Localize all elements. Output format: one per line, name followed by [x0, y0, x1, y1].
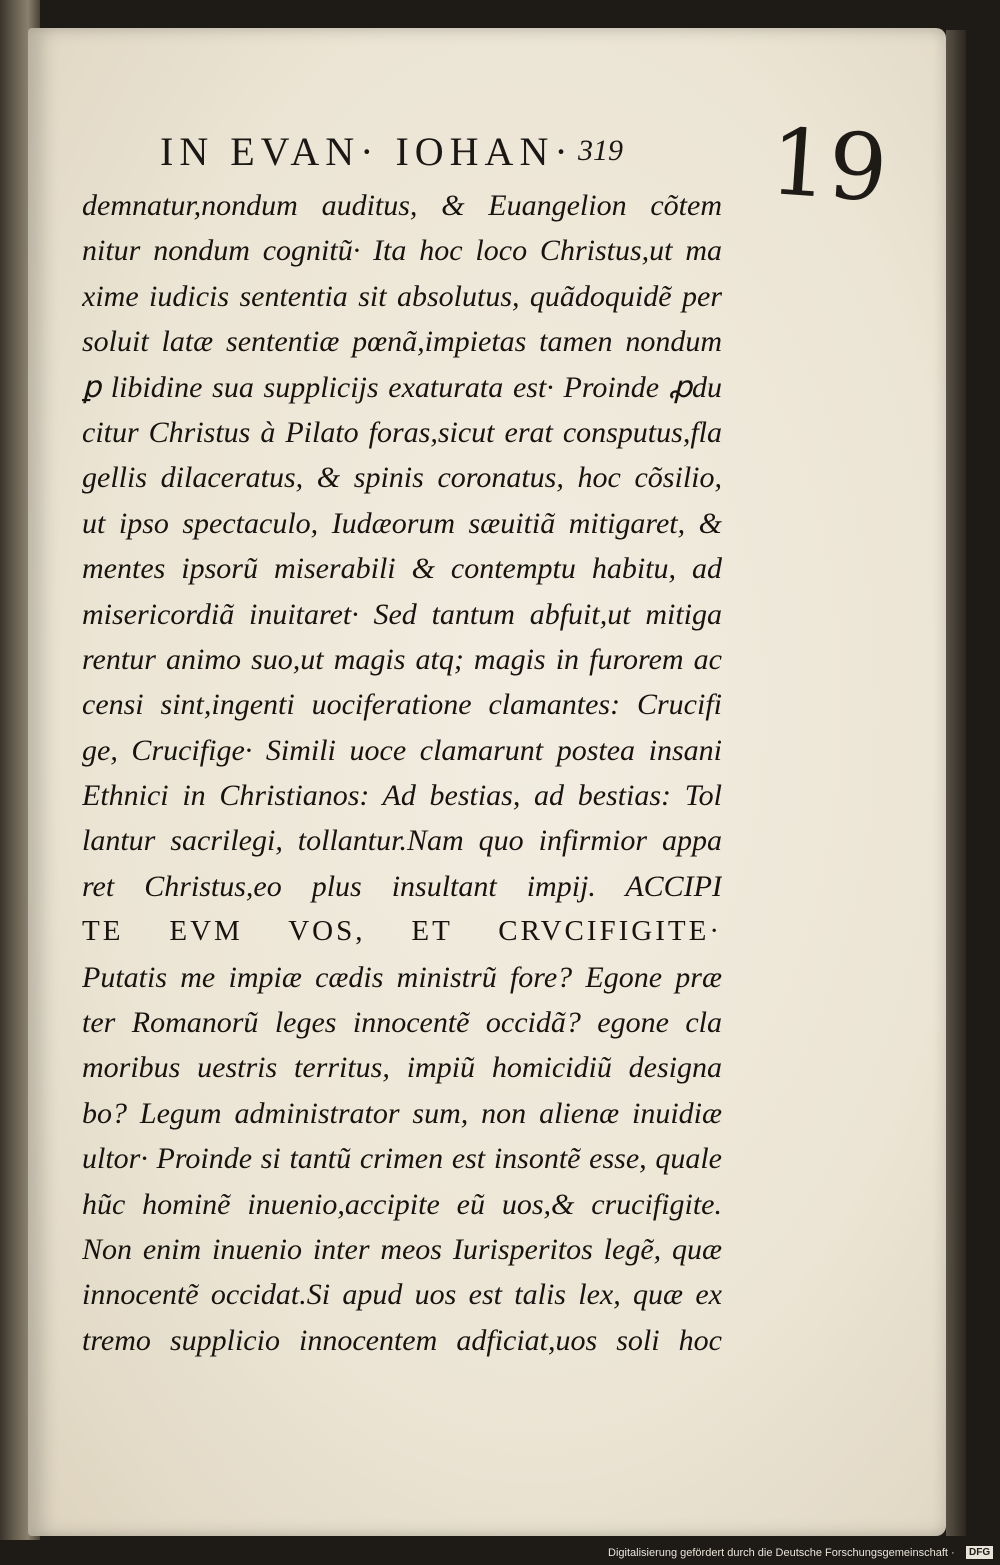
text-line: tremo supplicio innocentem adficiat,uos soli hoc: [82, 1323, 722, 1357]
text-line: ꝑ libidine sua supplicijs exaturata est· Proinde ꝓdu: [82, 370, 722, 404]
text-line: moribus uestris territus, impiũ homicidiũ designa: [82, 1051, 722, 1085]
text-line: misericordiã inuitaret· Sed tantum abfuit,ut mitiga: [82, 597, 722, 631]
running-head: IN EVAN· IOHAN·: [160, 129, 574, 174]
text-line: citur Christus à Pilato foras,sicut erat consputus,fla: [82, 415, 722, 449]
text-line: rentur animo suo,ut magis atq; magis in furorem ac: [82, 642, 722, 676]
text-line: ret Christus,eo plus insultant impij. ACCIPI: [82, 869, 722, 903]
text-line: soluit latæ sententiæ pœnã,impietas tamen nondum: [82, 325, 722, 359]
text-line: ge, Crucifige· Simili uoce clamarunt postea insani: [82, 733, 722, 767]
body-text: [82, 183, 722, 1363]
text-line: Ethnici in Christianos: Ad bestias, ad bestias: Tol: [82, 779, 722, 813]
text-line: Non enim inuenio inter meos Iurisperitos legẽ, quæ: [82, 1232, 722, 1266]
folio-number: 319: [578, 134, 623, 167]
text-line: Putatis me impiæ cædis ministrũ fore? Egone præ: [82, 960, 722, 994]
text-line: demnatur,nondum auditus, & Euangelion cõtem: [82, 189, 722, 222]
text-line: ter Romanorũ leges innocentẽ occidã? egone cla: [82, 1006, 722, 1040]
digitization-credit: Digitalisierung gefördert durch die Deutsche Forschungsgemeinschaft ·: [608, 1547, 955, 1559]
page-edge: [946, 30, 966, 1536]
handwritten-page-number: 19: [766, 108, 891, 223]
text-line: xime iudicis sententia sit absolutus, quãdoquidẽ per: [82, 279, 722, 313]
text-line: censi sint,ingenti uociferatione clamantes: Crucifi: [82, 688, 722, 722]
text-line: lantur sacrilegi, tollantur.Nam quo infirmior appa: [82, 824, 722, 858]
text-line: bo? Legum administrator sum, non alienæ inuidiæ: [82, 1096, 722, 1130]
text-line: gellis dilaceratus, & spinis coronatus, hoc cõsilio,: [82, 461, 722, 495]
text-line: innocentẽ occidat.Si apud uos est talis lex, quæ ex: [82, 1278, 722, 1312]
text-line: mentes ipsorũ miserabili & contemptu habitu, ad: [82, 552, 722, 586]
text-line: nitur nondum cognitũ· Ita hoc loco Christus,ut ma: [82, 234, 722, 268]
dfg-logo: DFG: [966, 1546, 993, 1559]
text-line: ut ipso spectaculo, Iudæorum sæuitiã mitigaret, &: [82, 506, 722, 540]
text-line: TE EVM VOS, ET CRVCIFIGITE·: [82, 915, 722, 948]
text-line: hũc hominẽ inuenio,accipite eũ uos,& crucifigite.: [82, 1187, 722, 1221]
text-line: ultor· Proinde si tantũ crimen est insontẽ esse, quale: [82, 1142, 722, 1176]
